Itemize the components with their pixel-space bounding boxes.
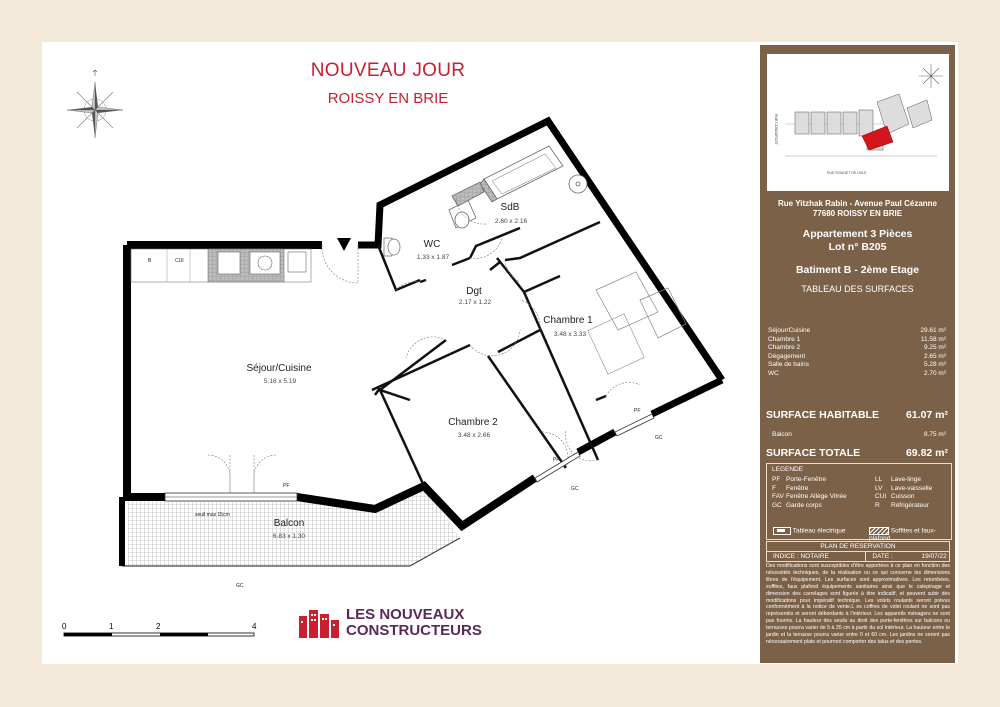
scale-bar xyxy=(62,620,272,640)
apartment-type: Appartement 3 Pièces xyxy=(802,228,913,240)
legend-symbol-panel: Tableau électrique xyxy=(773,527,845,535)
toilet xyxy=(384,238,400,256)
seuil-label: seuil max 15cm xyxy=(195,512,230,518)
legend-symbol-soffite: Soffites et faux-plafond xyxy=(869,527,936,542)
balcon-surface: Balcon 8.75 m² xyxy=(772,431,946,438)
reservation-plan xyxy=(766,541,950,562)
kitchen-counter xyxy=(131,249,311,282)
appliance-label-b: B xyxy=(148,258,152,264)
company-logo xyxy=(298,607,482,639)
map-street-rouget: RUE ROUGET DE LISLE xyxy=(827,171,867,175)
room-name-balcon: Balcon xyxy=(273,518,305,529)
surface-table-title: TABLEAU DES SURFACES xyxy=(801,284,914,294)
scale-tick-0: 0 xyxy=(62,622,67,631)
surface-row: Chambre 1 11.58 m² xyxy=(768,335,946,343)
legend-title: LEGENDE xyxy=(772,466,804,473)
building-logo-icon xyxy=(298,608,340,638)
gc-label-balcony: GC xyxy=(236,583,244,589)
electrical-panel-icon xyxy=(773,527,791,535)
legend-right: LL Lave-linge LV Lave-vaisselle CUI Cuisson R Réfrigérateur xyxy=(875,476,933,509)
room-name-wc: WC xyxy=(423,239,441,250)
windows xyxy=(165,414,654,501)
lot-number: Lot n° B205 xyxy=(828,241,887,253)
soffite-hatch-icon xyxy=(869,527,889,535)
surface-row: Dégagement 2.65 m² xyxy=(768,352,946,360)
location-map xyxy=(767,54,949,191)
surface-row: Séjour/Cuisine 29.61 m² xyxy=(768,327,946,334)
scale-tick-4: 4 xyxy=(252,622,257,631)
scale-tick-1: 1 xyxy=(109,622,114,631)
address xyxy=(760,199,955,219)
logo-line1: LES NOUVEAUX xyxy=(346,606,465,623)
surface-habitable: SURFACE HABITABLE 61.07 m² xyxy=(766,409,948,421)
room-name-sdb: SdB xyxy=(500,202,520,213)
room-name-chambre2: Chambre 2 xyxy=(448,417,498,428)
bed-outline xyxy=(588,314,645,374)
appliance-label-cui: CUI xyxy=(175,258,184,264)
pf-label-ch1: PF xyxy=(634,408,641,414)
pf-label: PF xyxy=(283,483,290,489)
room-name-dgt: Dgt xyxy=(466,286,482,297)
room-dim-sejour: 5.16 x 5.19 xyxy=(263,378,297,385)
compass-rose-icon xyxy=(67,70,123,138)
gc-label-ch1: GC xyxy=(655,435,663,441)
address-line2: 77680 ROISSY EN BRIE xyxy=(812,209,903,218)
room-name-sejour: Séjour/Cuisine xyxy=(246,363,312,374)
room-name-chambre1: Chambre 1 xyxy=(543,315,593,326)
disclaimer-notes: Des modifications sont susceptibles d'être apportées à ce plan en fonction des nécessités techniques, de la réalisation ou ce qui concerne les dimensions libres de l'équipement. Les surfaces sont approximatives. Les retombées, soffites, faux plafond équipements sanitaires ainsi que le calepinage et dimension des carrelages sont figurés à titre indicatif, et peuvent subir des modifications pour impératif technique. Les volets roulants seront prévus conformément à la notice de vente.L es coffres de volet roulant ne sont pas représentés et seront débordants à l'intérieur. Les appareils ménagers ne sont pas fournis. La hauteur des seuils au droit des porte-fenêtres sur balcons ou terrasses pourra varier de 5 à 35 cm à partir du sol intérieur. La hauteur entre le jardin et la terrasse pourra varier entre 0 et 60 cm. Les jardins ne seront pas nécessairement plats et pourront comporter des talus et des pentes. xyxy=(766,563,950,645)
room-dim-chambre2: 3.48 x 2.66 xyxy=(457,432,491,439)
surface-row: WC 2.70 m² xyxy=(768,369,946,377)
address-line1: Rue Yitzhak Rabin - Avenue Paul Cézanne xyxy=(778,199,937,208)
plan-reservation-label: PLAN DE RESERVATION xyxy=(766,541,950,552)
surface-row: Salle de bains 5.28 m² xyxy=(768,361,946,368)
map-street-condorcet: RUE CONDORCET xyxy=(774,114,778,145)
map-compass-icon xyxy=(919,64,943,88)
project-title: NOUVEAU JOUR xyxy=(310,60,466,81)
logo-line2: CONSTRUCTEURS xyxy=(346,622,482,639)
pf-label-ch2: PF xyxy=(553,457,560,463)
legend-left: PF Porte-Fenêtre F Fenêtre FAV Fenêtre Allège Vitrée GC Garde corps xyxy=(772,476,847,509)
project-city: ROISSY EN BRIE xyxy=(327,90,449,107)
building-floor: Batiment B - 2ème Etage xyxy=(795,264,920,276)
surface-row: Chambre 2 9.25 m² xyxy=(768,344,946,351)
apartment-info xyxy=(760,228,955,254)
scale-tick-2: 2 xyxy=(156,622,161,631)
legend xyxy=(766,463,952,540)
room-dim-sdb: 2.60 x 2.16 xyxy=(494,218,528,225)
surface-totale: SURFACE TOTALE 69.82 m² xyxy=(766,447,948,459)
electrical-panel-icon xyxy=(337,238,351,251)
indice-date-row: INDICE : NOTAIRE DATE : 19/07/22 xyxy=(766,552,950,562)
room-dim-wc: 1.33 x 1.87 xyxy=(416,254,450,261)
room-dim-balcon: 6.83 x 1.30 xyxy=(272,533,306,540)
surface-table xyxy=(768,327,946,378)
room-dim-chambre1: 3.48 x 3.33 xyxy=(553,331,587,338)
room-dim-dgt: 2.17 x 1.22 xyxy=(458,299,492,306)
gc-label-ch2: GC xyxy=(571,486,579,492)
